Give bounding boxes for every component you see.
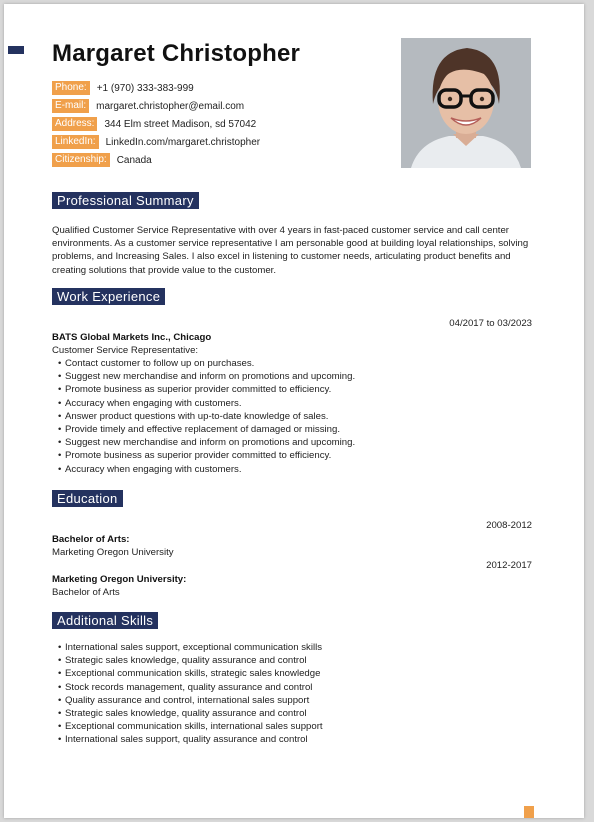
list-item: • International sales support, quality assurance and control	[58, 733, 522, 746]
email-value: margaret.christopher@email.com	[96, 100, 245, 112]
list-item: • Stock records management, quality assurance and control	[58, 681, 522, 694]
corner-accent-mark	[8, 46, 24, 54]
linkedin-value: LinkedIn.com/margaret.christopher	[105, 136, 261, 148]
profile-photo-illustration	[401, 38, 531, 168]
education-entry-2	[52, 574, 352, 599]
footer-accent-mark	[524, 806, 534, 818]
list-item: • Suggest new merchandise and inform on promotions and upcoming.	[58, 436, 522, 449]
citizenship-label: Citizenship:	[52, 153, 110, 167]
email-label: E-mail:	[52, 99, 89, 113]
list-item: • Exceptional communication skills, international sales support	[58, 720, 522, 733]
section-title-skills: Additional Skills	[52, 612, 158, 629]
work-company: BATS Global Markets Inc., Chicago	[52, 332, 212, 343]
contact-row-address	[52, 115, 260, 133]
work-role: Customer Service Representative:	[52, 344, 199, 356]
phone-label: Phone:	[52, 81, 90, 95]
list-item: • Accuracy when engaging with customers.	[58, 463, 522, 476]
section-title-education: Education	[52, 490, 123, 507]
list-item: • Strategic sales knowledge, quality assurance and control	[58, 654, 522, 667]
work-dates: 04/2017 to 03/2023	[449, 318, 532, 329]
list-item: • Exceptional communication skills, strategic sales knowledge	[58, 667, 522, 680]
education-title: Bachelor of Arts:	[52, 534, 130, 545]
education-school: Bachelor of Arts	[52, 586, 120, 598]
skills-list	[52, 641, 522, 747]
list-item: • Contact customer to follow up on purchases.	[58, 357, 522, 370]
phone-value: +1 (970) 333-383-999	[96, 82, 194, 94]
skills-list-container	[52, 641, 522, 747]
list-item: • Suggest new merchandise and inform on promotions and upcoming.	[58, 370, 522, 383]
list-item: • Answer product questions with up-to-date knowledge of sales.	[58, 410, 522, 423]
work-responsibilities-list	[52, 357, 522, 476]
work-entry	[52, 332, 522, 476]
education-entry-1	[52, 534, 352, 559]
candidate-name: Margaret Christopher	[52, 40, 301, 67]
list-item: • Accuracy when engaging with customers.	[58, 397, 522, 410]
contact-row-phone	[52, 79, 260, 97]
education-title: Marketing Oregon University:	[52, 574, 187, 585]
address-label: Address:	[52, 117, 97, 131]
education-dates-1: 2008-2012	[486, 520, 532, 531]
list-item: • Promote business as superior provider committed to efficiency.	[58, 383, 522, 396]
list-item: • Strategic sales knowledge, quality assurance and control	[58, 707, 522, 720]
linkedin-label: LinkedIn:	[52, 135, 99, 149]
education-school: Marketing Oregon University	[52, 546, 174, 558]
contact-row-linkedin	[52, 133, 260, 151]
list-item: • Quality assurance and control, international sales support	[58, 694, 522, 707]
list-item: • Provide timely and effective replacement of damaged or missing.	[58, 423, 522, 436]
list-item: • Promote business as superior provider committed to efficiency.	[58, 449, 522, 462]
contact-row-email	[52, 97, 260, 115]
contact-row-citizenship	[52, 151, 260, 169]
resume-page	[4, 4, 584, 818]
citizenship-value: Canada	[116, 154, 152, 166]
section-title-summary: Professional Summary	[52, 192, 199, 209]
education-dates-2: 2012-2017	[486, 560, 532, 571]
profile-photo	[401, 38, 531, 168]
address-value: 344 Elm street Madison, sd 57042	[104, 118, 257, 130]
professional-summary-text: Qualified Customer Service Representative with over 4 years in fast-paced customer service and call center environments. As a customer service representative I am personable good at building loyal relationships, solving problems, and Increasing Sales. I also excel in listening to customer needs, articulating product benefits and creating solutions that provide value to the customer.	[52, 225, 529, 276]
contact-info	[52, 79, 260, 169]
section-title-work: Work Experience	[52, 288, 165, 305]
list-item: • International sales support, exceptional communication skills	[58, 641, 522, 654]
